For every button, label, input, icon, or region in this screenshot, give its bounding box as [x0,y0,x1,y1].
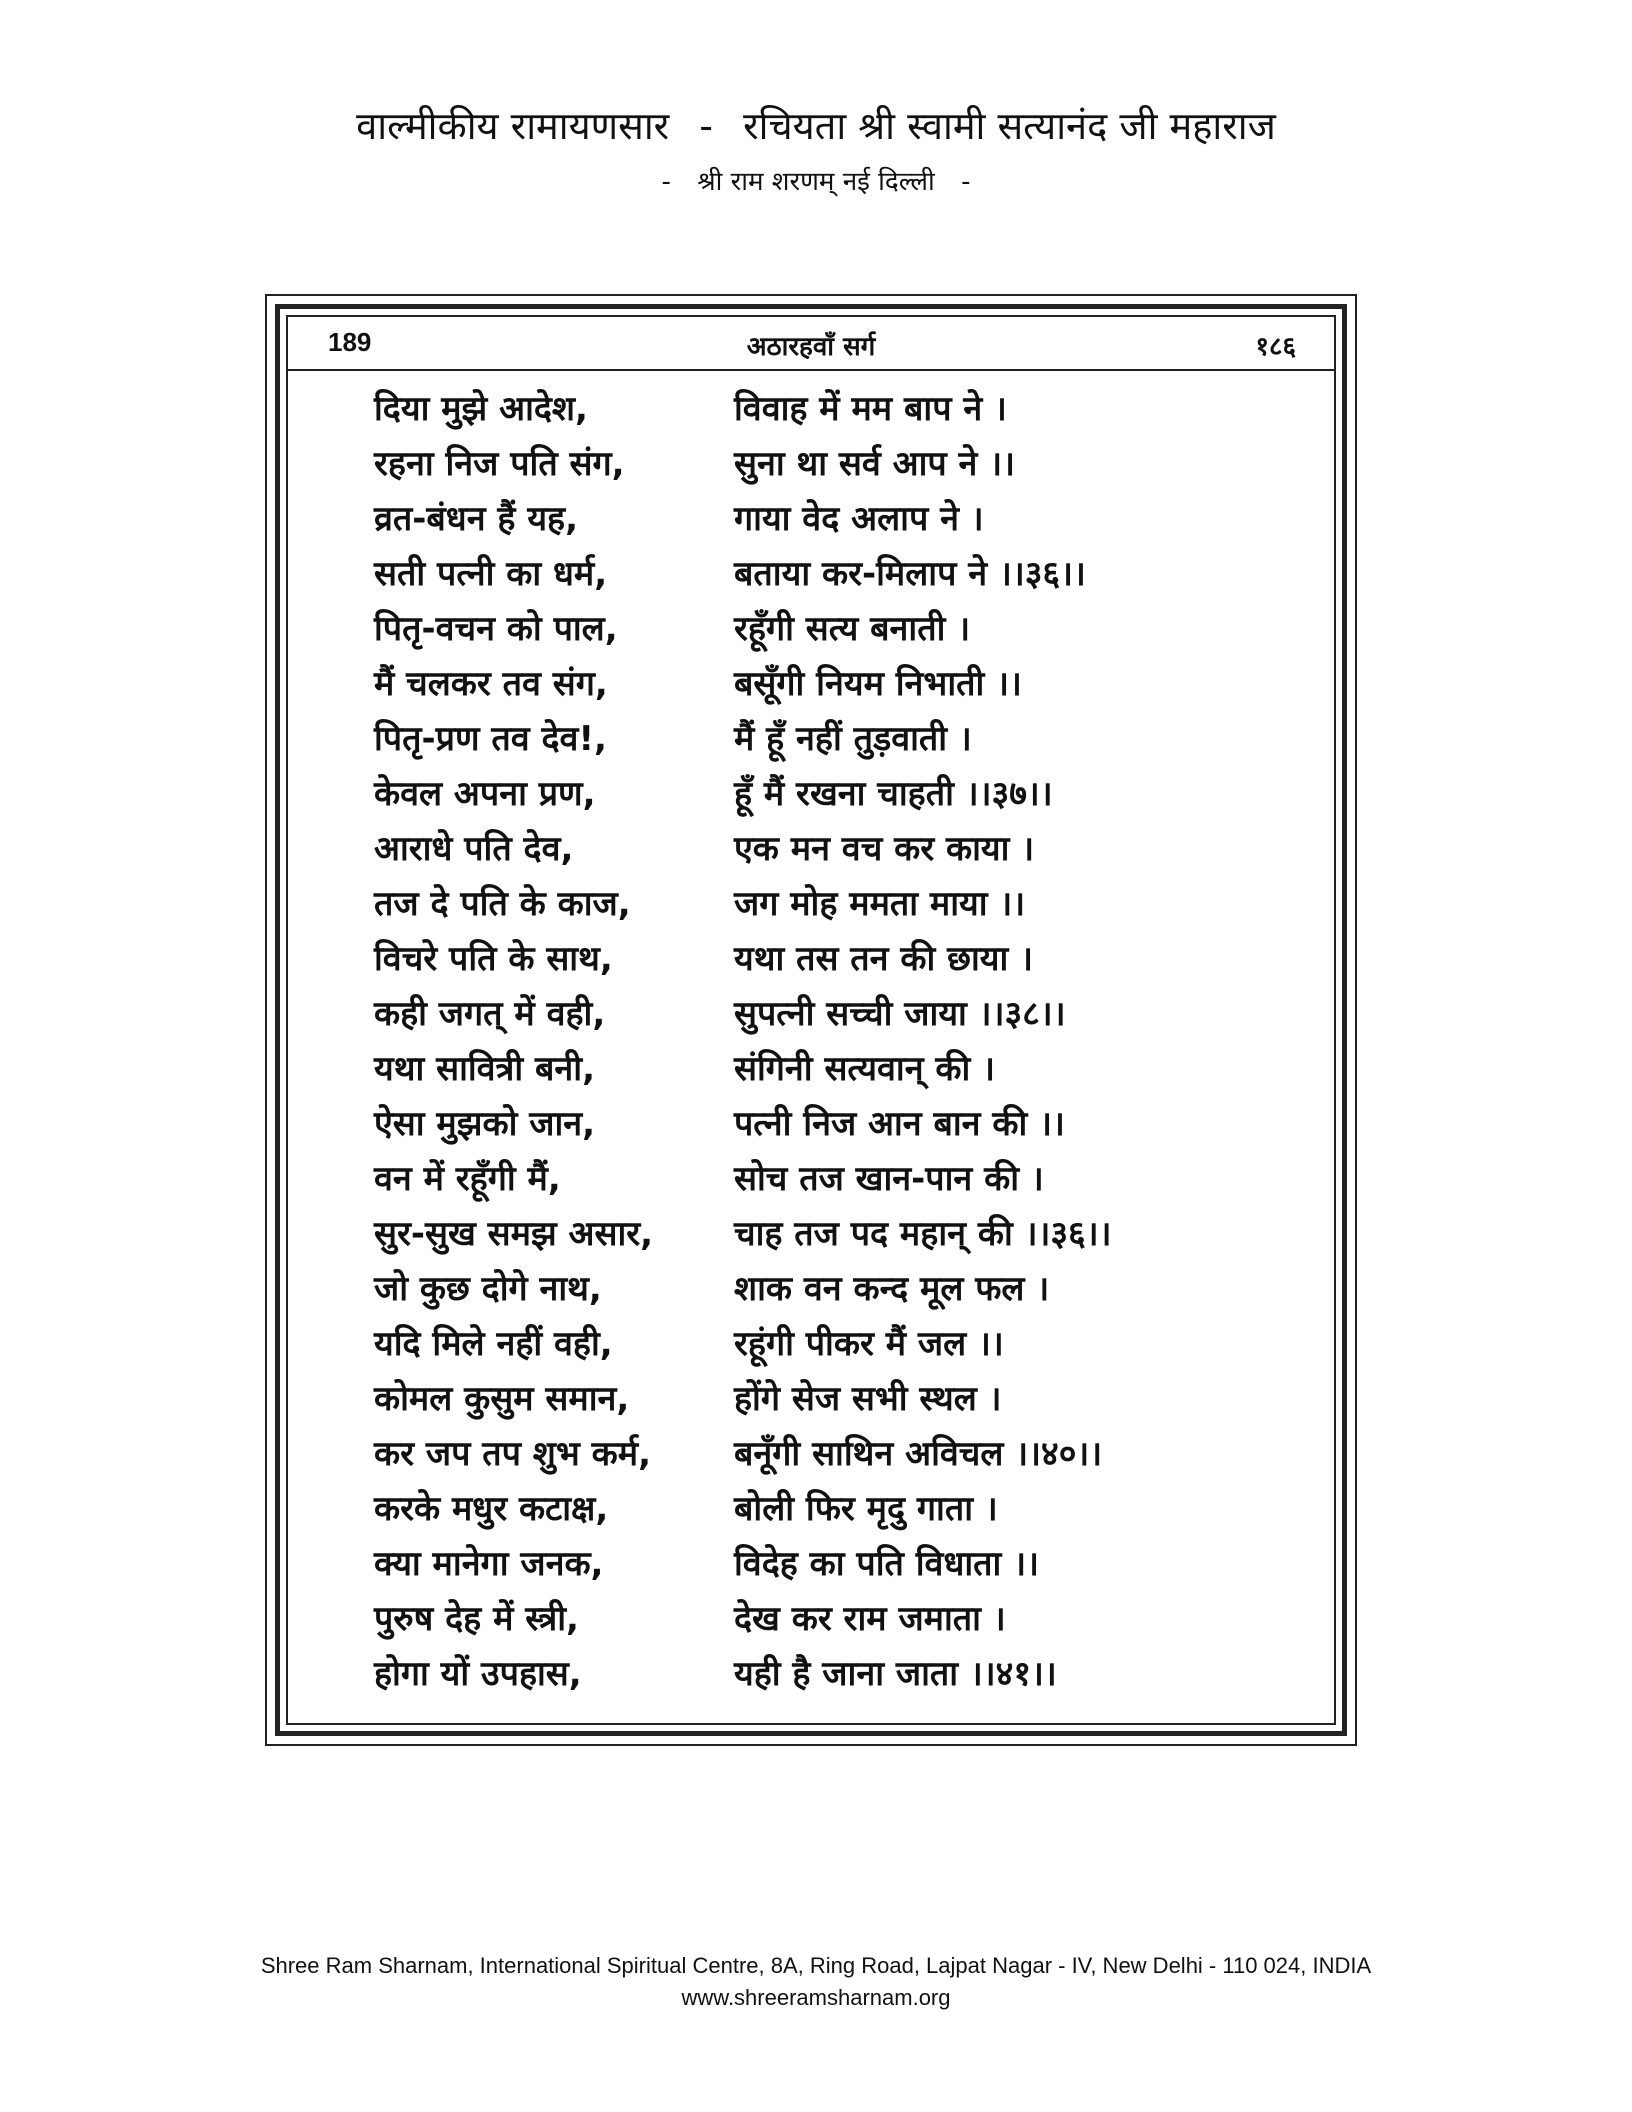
verse-first-half: केवल अपना प्रण, [374,773,596,814]
verse-line [374,1314,1274,1369]
verse-line [374,984,1274,1039]
verse-second-half: बताया कर-मिलाप ने ।।३६।। [734,553,1086,594]
verse-first-half: ऐसा मुझको जान, [374,1103,596,1144]
verse-line [374,379,1274,434]
verse-line [374,1204,1274,1259]
verse-second-half: बोली फिर मृदु गाता । [734,1488,998,1529]
chapter-title: अठारहवाँ सर्ग [746,332,876,362]
verse-second-half: रहूँगी सत्य बनाती । [734,608,971,649]
verse-first-half: रहना निज पति संग, [374,443,625,484]
verse-first-half: सुर-सुख समझ असार, [374,1213,654,1254]
page-frame-middle [275,304,1347,1736]
verse-second-half: यथा तस तन की छाया । [734,938,1034,979]
work-title: वाल्मीकीय रामायणसार [356,104,670,148]
verse-second-half: चाह तज पद महान् की ।।३६।। [734,1213,1112,1254]
verse-first-half: पुरुष देह में स्त्री, [374,1598,579,1639]
book-page-header [288,317,1334,371]
page-footer [0,1950,1632,2014]
verse-second-half: संगिनी सत्यवान् की । [734,1048,996,1089]
page-number: 189 [328,327,372,357]
subtitle-text: श्री राम शरणम् नई दिल्ली [697,167,935,197]
page-number-devanagari: १८६ [1255,332,1296,362]
verse-second-half: शाक वन कन्द मूल फल । [734,1268,1050,1309]
verse-second-half: हूँ मैं रखना चाहती ।।३७।। [734,773,1053,814]
verse-line [374,819,1274,874]
verse-line [374,1149,1274,1204]
subtitle-right-dash: - [961,167,971,197]
verse-first-half: करके मधुर कटाक्ष, [374,1488,609,1529]
verse-second-half: गाया वेद अलाप ने । [734,498,984,539]
verse-first-half: होगा यों उपहास, [374,1653,582,1694]
author-line: रचियता श्री स्वामी सत्यानंद जी महाराज [743,104,1276,148]
page-header [0,100,1632,202]
verse-second-half: रहूंगी पीकर मैं जल ।। [734,1323,1004,1364]
verse-line [374,1589,1274,1644]
verse-line [374,874,1274,929]
verse-first-half: आराधे पति देव, [374,828,574,869]
verse-line [374,1039,1274,1094]
header-title-line [0,100,1632,152]
verse-first-half: यदि मिले नहीं वही, [374,1323,613,1364]
verse-second-half: मैं हूँ नहीं तुड़वाती । [734,718,972,759]
verse-second-half: बसूँगी नियम निभाती ।। [734,663,1022,704]
verse-line [374,544,1274,599]
verse-first-half: सती पत्नी का धर्म, [374,553,608,594]
verse-second-half: होंगे सेज सभी स्थल । [734,1378,1002,1419]
verse-first-half: कोमल कुसुम समान, [374,1378,630,1419]
page-frame-inner [286,315,1336,1725]
verse-first-half: वन में रहूँगी मैं, [374,1158,561,1199]
verse-second-half: जग मोह ममता माया ।। [734,883,1026,924]
verse-second-half: देख कर राम जमाता । [734,1598,1006,1639]
verse-second-half: विवाह में मम बाप ने । [734,388,1007,429]
verse-line [374,709,1274,764]
verse-line [374,434,1274,489]
verse-first-half: कर जप तप शुभ कर्म, [374,1433,651,1474]
verse-line [374,1424,1274,1479]
verse-first-half: दिया मुझे आदेश, [374,388,588,429]
verse-first-half: पितृ-प्रण तव देव!, [374,718,607,759]
verse-second-half: एक मन वच कर काया । [734,828,1035,869]
footer-address: Shree Ram Sharnam, International Spiritual Centre, 8A, Ring Road, Lajpat Nagar - IV, New Delhi - 110 024, INDIA [260,1953,1372,1978]
verse-first-half: यथा सावित्री बनी, [374,1048,596,1089]
verse-line [374,654,1274,709]
verse-first-half: क्या मानेगा जनक, [374,1543,604,1584]
verse-second-half: सोच तज खान-पान की । [734,1158,1044,1199]
verse-second-half: सुना था सर्व आप ने ।। [734,443,1015,484]
verse-first-half: कही जगत् में वही, [374,993,606,1034]
verse-line [374,929,1274,984]
verse-second-half: सुपत्नी सच्ची जाया ।।३८।। [734,993,1066,1034]
subtitle-left-dash: - [661,167,671,197]
verse-first-half: पितृ-वचन को पाल, [374,608,618,649]
verse-block [374,379,1274,1699]
verse-line [374,1094,1274,1149]
verse-line [374,1259,1274,1314]
verse-second-half: बनूँगी साथिन अविचल ।।४०।। [734,1433,1103,1474]
verse-first-half: व्रत-बंधन हैं यह, [374,498,579,539]
verse-second-half: यही है जाना जाता ।।४१।। [734,1653,1057,1694]
verse-line [374,1534,1274,1589]
verse-first-half: विचरे पति के साथ, [374,938,613,979]
verse-line [374,489,1274,544]
verse-line [374,1644,1274,1699]
header-subtitle-line [0,162,1632,202]
verse-line [374,764,1274,819]
verse-first-half: मैं चलकर तव संग, [374,663,608,704]
verse-second-half: विदेह का पति विधाता ।। [734,1543,1039,1584]
verse-second-half: पत्नी निज आन बान की ।। [734,1103,1065,1144]
header-dash: - [699,104,714,148]
verse-first-half: तज दे पति के काज, [374,883,631,924]
verse-line [374,1369,1274,1424]
verse-line [374,1479,1274,1534]
verse-first-half: जो कुछ दोगे नाथ, [374,1268,602,1309]
page-frame [265,294,1357,1746]
verse-line [374,599,1274,654]
footer-website[interactable]: www.shreeramsharnam.org [681,1985,951,2010]
